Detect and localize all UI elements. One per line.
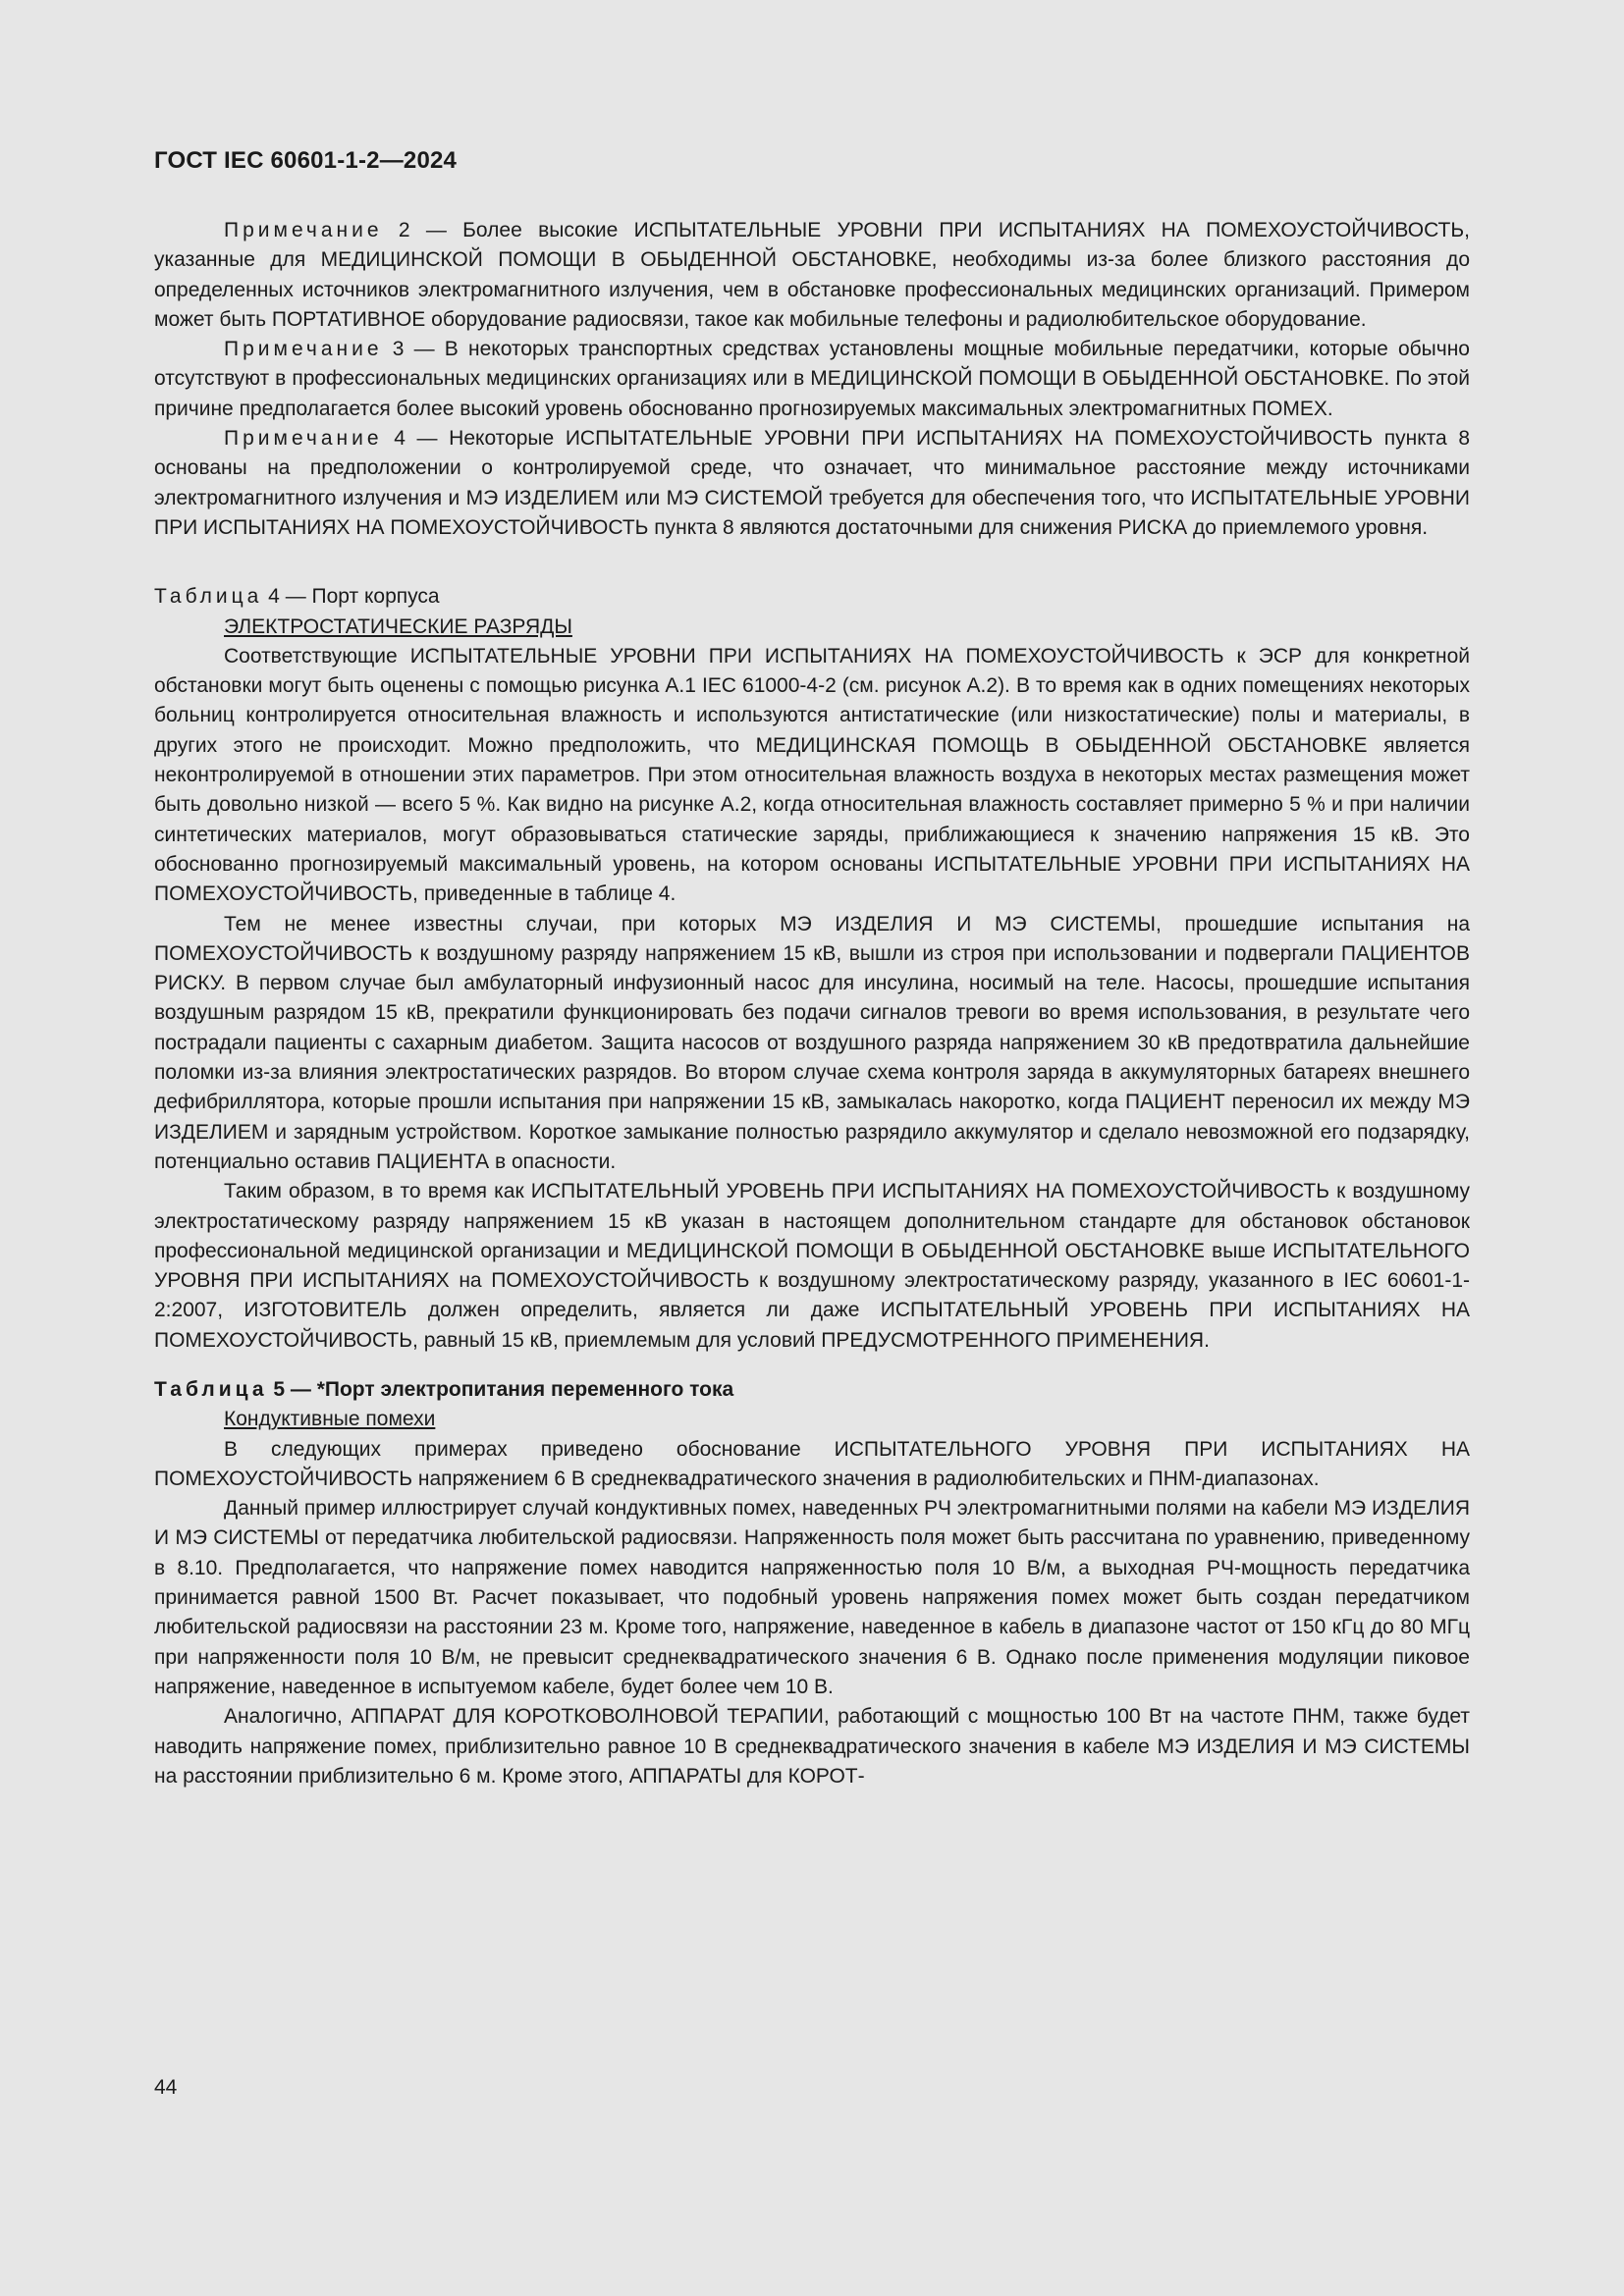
paragraph: Соответствующие ИСПЫТАТЕЛЬНЫЕ УРОВНИ ПРИ ИСПЫТАНИЯХ НА ПОМЕХОУСТОЙЧИВОСТЬ к ЭСР для конкретной обстановки могут быть оценены с помощью рисунка A.1 IEC 61000-4-2 (см. рисунок A.2). В то время как в одних помещениях некоторых больниц контролируется относительная влажность и используются антистатические (или низкостатические) полы и материалы, в других этого не происходит. Можно предположить, что МЕДИЦИНСКАЯ ПОМОЩЬ В ОБЫДЕННОЙ ОБСТАНОВКЕ является неконтролируемой в отношении этих параметров. При этом относительная влажность воздуха в некоторых местах размещения может быть довольно низкой — всего 5 %. Как видно на рисунке A.2, когда относительная влажность составляет примерно 5 % и при наличии синтетических материалов, могут образовываться статические заряды, приближающиеся к значению напряжения 15 кВ. Это обоснованно прогнозируемый максимальный уровень, на котором основаны ИСПЫТАТЕЛЬНЫЕ УРОВНИ ПРИ ИСПЫТАНИЯХ НА ПОМЕХОУСТОЙЧИВОСТЬ, приведенные в таблице 4. bbox=[154, 644, 1470, 906]
table-label: Таблица bbox=[154, 1377, 268, 1401]
note-label: Примечание bbox=[224, 338, 383, 361]
note-3 bbox=[154, 335, 1470, 424]
note-text: 4 — Некоторые ИСПЫТАТЕЛЬНЫЕ УРОВНИ ПРИ ИСПЫТАНИЯХ НА ПОМЕХОУСТОЙЧИВОСТЬ пункта 8 основаны на предположении о контролируемой среде, что означает, что минимальное расстояние между источниками электромагнитного излучения и МЭ ИЗДЕЛИЕМ или МЭ СИСТЕМОЙ требуется для обеспечения того, что ИСПЫТАТЕЛЬНЫЕ УРОВНИ ПРИ ИСПЫТАНИЯХ НА ПОМЕХОУСТОЙЧИВОСТЬ пункта 8 являются достаточными для снижения РИСКА до приемлемого уровня. bbox=[154, 427, 1470, 539]
paragraph: Данный пример иллюстрирует случай кондуктивных помех, наведенных РЧ электромагнитными полями на кабели МЭ ИЗДЕЛИЯ И МЭ СИСТЕМЫ от передатчика любительской радиосвязи. Напряженность поля может быть рассчитана по уравнению, приведенному в 8.10. Предполагается, что напряжение помех наводится напряженностью поля 10 В/м, а выходная РЧ-мощность передатчика принимается равной 1500 Вт. Расчет показывает, что подобный уровень напряжения помех может быть создан передатчиком любительской радиосвязи на расстоянии 23 м. Кроме того, напряжение, наведенное в кабель в диапазоне частот от 150 кГц до 80 МГц при напряженности поля 10 В/м, не превысит среднеквадратического значения 6 В. Однако после применения модуляции пиковое напряжение, наведенное в испытуемом кабеле, будет более чем 10 В. bbox=[154, 1497, 1470, 1698]
note-text: 2 — Более высокие ИСПЫТАТЕЛЬНЫЕ УРОВНИ ПРИ ИСПЫТАНИЯХ НА ПОМЕХОУСТОЙЧИВОСТЬ, указанные для МЕДИЦИНСКОЙ ПОМОЩИ В ОБЫДЕННОЙ ОБСТАНОВКЕ, необходимы из-за более близкого расстояния до определенных источников электромагнитного излучения, чем в обстановке профессиональных медицинских организаций. Примером может быть ПОРТАТИВНОЕ оборудование радиосвязи, такое как мобильные телефоны и радиолюбительское оборудование. bbox=[154, 219, 1470, 331]
paragraph: Аналогично, АППАРАТ ДЛЯ КОРОТКОВОЛНОВОЙ ТЕРАПИИ, работающий с мощностью 100 Вт на частоте ПНМ, также будет наводить напряжение помех, приблизительно равное 10 В среднеквадратического значения в кабеле МЭ ИЗДЕЛИЯ И МЭ СИСТЕМЫ на расстоянии приблизительно 6 м. Кроме этого, АППАРАТЫ для КОРОТ- bbox=[154, 1705, 1470, 1788]
table-5-subheading: Кондуктивные помехи bbox=[224, 1408, 436, 1431]
paragraph: Таким образом, в то время как ИСПЫТАТЕЛЬНЫЙ УРОВЕНЬ ПРИ ИСПЫТАНИЯХ НА ПОМЕХОУСТОЙЧИВОСТЬ к воздушному электростатическому разряду напряжением 15 кВ указан в настоящем дополнительном стандарте для обстановок обстановок профессиональной медицинской организации и МЕДИЦИНСКОЙ ПОМОЩИ В ОБЫДЕННОЙ ОБСТАНОВКЕ выше ИСПЫТАТЕЛЬНОГО УРОВНЯ ПРИ ИСПЫТАНИЯХ на ПОМЕХОУСТОЙЧИВОСТЬ к воздушному электростатическому разряду, указанного в IEC 60601-1-2:2007, ИЗГОТОВИТЕЛЬ должен определить, является ли даже ИСПЫТАТЕЛЬНЫЙ УРОВЕНЬ ПРИ ИСПЫТАНИЯХ НА ПОМЕХОУСТОЙЧИВОСТЬ, равный 15 кВ, приемлемым для условий ПРЕДУСМОТРЕННОГО ПРИМЕНЕНИЯ. bbox=[154, 1180, 1470, 1352]
table-label: Таблица bbox=[154, 585, 263, 609]
document-page bbox=[154, 147, 1470, 1791]
table-title-text: 4 — Порт корпуса bbox=[262, 585, 440, 609]
table-4-subheading: ЭЛЕКТРОСТАТИЧЕСКИЕ РАЗРЯДЫ bbox=[224, 614, 572, 638]
note-label: Примечание bbox=[224, 427, 383, 451]
table-title-text: 5 — *Порт электропитания переменного тока bbox=[267, 1377, 734, 1401]
paragraph: Тем не менее известны случаи, при которых МЭ ИЗДЕЛИЯ И МЭ СИСТЕМЫ, прошедшие испытания на ПОМЕХОУСТОЙЧИВОСТЬ к воздушному разряду напряжением 15 кВ, вышли из строя при использовании и подвергали ПАЦИЕНТОВ РИСКУ. В первом случае был амбулаторный инфузионный насос для инсулина, носимый на теле. Насосы, прошедшие испытания воздушным разрядом 15 кВ, прекратили функционировать без подачи сигналов тревоги во время использования, в результате чего пострадали пациенты с сахарным диабетом. Защита насосов от воздушного разряда напряжением 30 кВ предотвратила дальнейшие поломки из-за влияния электростатических разрядов. Во втором случае схема контроля заряда в аккумуляторных батареях внешнего дефибриллятора, которые прошли испытания при напряжении 15 кВ, замыкалась накоротко, когда ПАЦИЕНТ переносил их между МЭ ИЗДЕЛИЕМ и зарядным устройством. Короткое замыкание полностью разрядило аккумулятор и сделало невозможной его подзарядку, потенциально оставив ПАЦИЕНТА в опасности. bbox=[154, 912, 1470, 1173]
note-4 bbox=[154, 424, 1470, 543]
note-label: Примечание bbox=[224, 219, 383, 241]
document-header: ГОСТ IEC 60601-1-2—2024 bbox=[154, 147, 458, 174]
note-2 bbox=[154, 216, 1470, 335]
table-5-title bbox=[154, 1375, 1470, 1405]
table-4-title bbox=[154, 582, 1470, 612]
paragraph: В следующих примерах приведено обоснование ИСПЫТАТЕЛЬНОГО УРОВНЯ ПРИ ИСПЫТАНИЯХ НА ПОМЕХОУСТОЙЧИВОСТЬ напряжением 6 В среднеквадратического значения в радиолюбительских и ПНМ-диапазонах. bbox=[154, 1437, 1470, 1490]
page-number: 44 bbox=[154, 2076, 178, 2099]
note-text: 3 — В некоторых транспортных средствах установлены мощные мобильные передатчики, которые обычно отсутствуют в профессиональных медицинских организациях или в МЕДИЦИНСКОЙ ПОМОЩИ В ОБЫДЕННОЙ ОБСТАНОВКЕ. По этой причине предполагается более высокий уровень обоснованно прогнозируемых максимальных электромагнитных ПОМЕХ. bbox=[154, 338, 1470, 420]
